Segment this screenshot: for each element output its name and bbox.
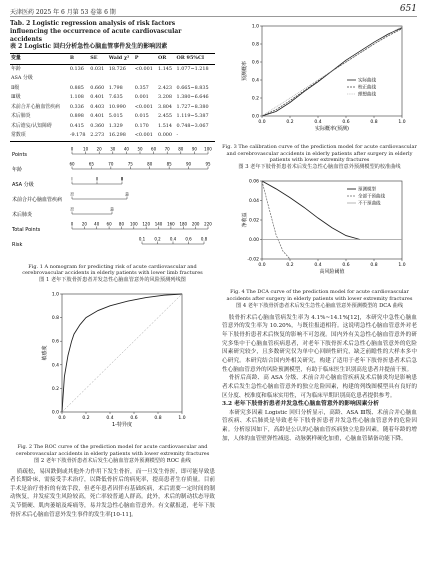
table-cell: 3.208 — [158, 94, 173, 101]
table-cell — [89, 74, 108, 83]
y-tick-label: 0.0 — [251, 114, 259, 120]
table-cell: 0.665~8.835 — [176, 84, 209, 91]
x-tick-label: 0.4 — [314, 263, 322, 269]
column-header: Wald χ² — [108, 55, 130, 62]
left-body-text — [10, 468, 215, 520]
journal-name: 天津医药 2025 年 6 月第 53 卷第 6 期 — [10, 9, 116, 16]
y-tick-label: 0.6 — [251, 60, 259, 66]
table-cell — [69, 74, 89, 83]
x-tick-label: 0.6 — [342, 120, 350, 125]
fig3-caption — [222, 144, 417, 171]
table-cell: 0.898 — [69, 113, 84, 120]
x-tick-label: 0.8 — [370, 120, 378, 125]
table-cell: 10.990 — [108, 103, 126, 110]
x-axis-label: 实际概率(预测) — [315, 126, 349, 132]
table-cell: 3.804 — [158, 103, 173, 110]
fig1-caption — [10, 264, 215, 285]
reference-diagonal — [62, 294, 182, 412]
nomogram-tick-label: 70 — [108, 161, 114, 167]
nomogram-tick-label: 40 — [123, 146, 129, 152]
nomogram-tick-label: 65 — [88, 161, 94, 167]
table-cell: 0.357 — [134, 84, 149, 91]
table-body — [10, 64, 215, 141]
paragraph: 质疏松，易因跌倒或其他外力作用下发生骨折，而一旦发生骨折，即可能导致患者长期卧床，需接受手术治疗，以降低骨折后的病死率，提高患者生存质量。目前手术是治疗骨折的有效手段，但老年患者因伴有基础疾病，术后需要一定时间的制动恢复，并发症发生风险较高，死亡率较普通人群高。此外，术后的制动状态导致关节僵硬、肌肉萎缩及疼痛等，易并发急性心脑血管意外。有文献报道，老年下肢骨折术后心脑血管意外发生事件的发生率[10-11]。 — [10, 468, 215, 518]
nomogram-tick-label: 180 — [179, 221, 188, 227]
y-tick-label: 0.6 — [51, 339, 59, 345]
nomogram-tick-label: 60 — [151, 146, 157, 152]
y-tick-label: 0.00 — [248, 238, 259, 244]
table-cell: 0.336 — [69, 103, 84, 110]
series-line — [262, 29, 402, 116]
column-header: OR 95%CI — [176, 55, 205, 62]
y-tick-label: 0.4 — [251, 78, 259, 84]
fig1-caption-cn: 图 1 老年下肢骨折患者并发急性心脑血管意外的风险预测列线图 — [39, 277, 186, 284]
fig1-caption-en: Fig. 1 A nomogram for predicting risk of acute cardiovascular and cerebrovascular accidents in elderly patients with lower limb fractures — [22, 263, 203, 277]
nomogram-tick-label: 80 — [178, 146, 184, 152]
y-tick-label: 0.02 — [248, 218, 259, 224]
table-row — [10, 112, 215, 121]
y-tick-label: -0.02 — [247, 257, 259, 263]
table-cell: 5.015 — [108, 113, 123, 120]
nomogram-tick-label: 70 — [164, 146, 170, 152]
table2-title-cn: 表 2 Logistic 回归分析急性心脑血管事件发生的影响因素 — [10, 43, 168, 51]
table-cell: 16.298 — [108, 132, 126, 139]
calibration-figure — [222, 20, 417, 138]
nomogram-tick-label: 20 — [81, 221, 87, 227]
nomogram-row-label: Risk — [12, 241, 23, 248]
table-cell: 0.000 — [158, 132, 173, 139]
table-cell: ASA 分级 — [11, 75, 33, 82]
x-axis-label: 1-特异度 — [112, 422, 132, 429]
x-tick-label: 0.8 — [154, 416, 162, 422]
x-tick-label: 1.0 — [178, 416, 186, 422]
table-cell: 18.726 — [108, 65, 126, 72]
nomogram-tick-label: 0.4 — [169, 236, 177, 242]
paragraph: 骨折后高龄、高 ASA 分级、术前合并心脑血管疾病及术后肺炎均是影响患者术后发生急性心脑血管意外的独立危险因素，构建的列线图模型具有良好的区分度、校准度和临床实用性，可为临床早期识别高危患者提供参考。 — [222, 375, 417, 399]
table-cell: 术后谵妄/认知障碍 — [11, 122, 52, 129]
table-row — [10, 122, 215, 131]
fig4-caption-cn: 图 4 老年下肢骨折患者术后发生急性心脑血管意外预测模型的 DCA 曲线 — [235, 302, 404, 309]
x-tick-label: 0.2 — [286, 263, 294, 269]
dca-figure — [222, 175, 417, 283]
x-tick-label: 1.0 — [398, 263, 406, 269]
y-tick-label: 0.2 — [251, 96, 259, 102]
y-axis-label: 预测概率 — [242, 60, 248, 82]
table-cell: <0.001 — [134, 103, 153, 110]
table-cell: 常数项 — [11, 132, 26, 139]
y-tick-label: 0.4 — [51, 363, 59, 369]
table-cell: 1.329 — [108, 122, 123, 129]
right-body-text — [222, 314, 417, 444]
table-row — [10, 64, 215, 74]
fig2-caption-cn: 图 2 老年下肢骨折患者术后发生心脑血管意外预测模型的 ROC 曲线 — [34, 457, 191, 464]
x-tick-label: 0.6 — [130, 416, 138, 422]
page-number: 651 — [399, 4, 417, 14]
nomogram-tick-label: 140 — [154, 221, 163, 227]
x-tick-label: 0.0 — [258, 120, 266, 125]
table2 — [10, 53, 215, 141]
table-cell — [157, 74, 176, 83]
table-cell: 0.015 — [134, 113, 149, 120]
nomogram-tick-label: 100 — [204, 146, 212, 152]
table-row — [10, 74, 215, 83]
x-tick-label: 0.0 — [258, 263, 266, 269]
table-row — [10, 131, 215, 141]
table-cell: 1.798 — [108, 84, 123, 91]
nomogram-tick-label: 否 — [70, 206, 74, 212]
nomogram-tick-label: 60 — [69, 161, 75, 167]
nomogram-tick-label: 是 — [125, 191, 129, 197]
y-tick-label: 1.0 — [51, 292, 59, 298]
x-tick-label: 0.0 — [58, 416, 66, 422]
right-column — [222, 20, 417, 443]
table-row — [10, 103, 215, 112]
nomogram-tick-label: 0.8 — [200, 236, 208, 242]
nomogram-tick-label: 80 — [118, 221, 125, 227]
legend-label: 校正曲线 — [358, 85, 376, 91]
legend-label: 实际曲线 — [358, 78, 376, 84]
table-cell: 1.380~6.646 — [176, 94, 209, 101]
table-cell: 术前合并心脑血管疾病 — [11, 103, 60, 110]
nomogram-figure — [10, 146, 215, 258]
table-cell: 1.077~1.218 — [176, 65, 209, 72]
fig2-caption — [10, 444, 215, 465]
fig3-caption-cn: 图 3 老年下肢骨折患者术后发生急性心脑血管意外预测模型的校准曲线 — [238, 164, 401, 171]
nomogram-tick-label: 90 — [191, 146, 197, 152]
y-tick-label: 0.8 — [51, 316, 59, 322]
paragraph: 肢骨折术后心脑血管病发生率为 4.1%~14.1%[12]，本研究中急性心脑血管意外的发生率为 10.20%，与既往报道相符。这说明急性心脑血管意外对老年下肢骨折患者术后恢复的影响不可忽视。国内外有关急性心脑血管意外的研究多集中于心脑血管疾病患者，对老年下肢骨折术后急性心脑血管意外的危险因素研究较少，且多数研究仅为单中心回顾性研究，缺乏前瞻性的大样本多中心研究。本研究结合国内外相关研究，构建了适用于老年下肢骨折患者术后急性心脑血管意外的风险预测模型，有助于临床医生识别高危患者并提前干预。 — [222, 314, 417, 373]
nomogram-tick-label: 10 — [83, 146, 89, 152]
y-tick-label: 0.2 — [51, 386, 59, 392]
roc-figure — [10, 288, 215, 438]
paragraph: 本研究多因素 Logistic 回归分析显示，高龄、ASA Ⅲ级、术前合并心脑血管疾病、术后肺炎是导致老年下肢骨折患者并发急性心脑血管意外的危险因素。分析原因如下，高龄是公认的心脑血管疾病独立危险因素，随着年龄的增加，人体的血管壁弹性减退、动脉粥样硬化加重，心脑血管储备功能下降。 — [222, 409, 417, 442]
y-tick-label: 1.0 — [251, 24, 259, 30]
legend-label: 全部干预曲线 — [358, 194, 385, 200]
table-cell: 年龄 — [11, 65, 21, 72]
table-cell: 7.635 — [108, 94, 123, 101]
nomogram-tick-label: 0.2 — [154, 236, 161, 242]
table-cell: Ⅲ级 — [11, 94, 21, 101]
x-tick-label: 0.2 — [82, 416, 90, 422]
nomogram-tick-label: 160 — [167, 221, 175, 227]
column-header: B — [69, 55, 74, 62]
nomogram-row-label: 年龄 — [12, 166, 23, 173]
table-cell: 2.273 — [90, 132, 105, 139]
nomogram-tick-label: 95 — [205, 161, 211, 167]
nomogram-tick-label: 220 — [204, 221, 212, 227]
nomogram-tick-label: Ⅲ — [120, 176, 124, 182]
table-cell: 2.455 — [158, 113, 173, 120]
nomogram-tick-label: 0.1 — [138, 236, 146, 242]
nomogram-tick-label: 200 — [191, 221, 200, 227]
nomogram-row-label: Points — [12, 151, 28, 158]
x-tick-label: 0.4 — [106, 416, 114, 422]
table-cell: 1.108 — [69, 94, 84, 101]
nomogram-row-label: 术前合并心脑血管疾病 — [12, 196, 63, 203]
nomogram-tick-label: 85 — [166, 161, 172, 167]
table-cell: 2.423 — [158, 84, 173, 91]
table-row — [10, 84, 215, 93]
x-tick-label: 0.8 — [370, 263, 378, 269]
series-line — [262, 28, 402, 116]
table-cell: 0.401 — [90, 113, 105, 120]
nomogram-row-label: ASA 分级 — [12, 181, 34, 188]
y-tick-label: 0.0 — [51, 410, 59, 416]
y-axis-label: 敏感度 — [42, 345, 48, 361]
table-cell: 0.748~3.067 — [176, 122, 209, 129]
nomogram-tick-label: 100 — [129, 221, 138, 227]
nomogram-tick-label: 75 — [127, 161, 133, 167]
table-cell — [108, 74, 134, 83]
table-cell: 0.401 — [90, 94, 105, 101]
column-header: OR — [158, 55, 167, 62]
table-cell: 0.660 — [90, 84, 105, 91]
table2-title-en: Tab. 2 Logistic regression analysis of risk factors influencing the occurrence of acute cardiovascular accidents — [10, 20, 182, 43]
nomogram-tick-label: 否 — [70, 191, 74, 197]
legend-label: 预测模型 — [358, 187, 376, 193]
table-cell: -9.178 — [69, 132, 86, 139]
column-header: 变量 — [11, 55, 21, 62]
table-cell: 0.001 — [134, 94, 149, 101]
nomogram-tick-label: 20 — [96, 146, 102, 152]
table-cell: 0.403 — [90, 103, 105, 110]
table-cell — [176, 74, 215, 83]
table-cell: 1.145 — [158, 65, 173, 72]
legend-label: 不干预曲线 — [358, 201, 381, 207]
table-cell: Ⅱ级 — [11, 84, 20, 91]
legend-label: 理想曲线 — [358, 92, 376, 98]
section-heading: 3.2 老年下肢骨折患者并发急性心脑血管意外的影响因素分析 — [222, 401, 380, 408]
nomogram-tick-label: 是 — [110, 206, 114, 212]
y-axis-label: 净收益 — [242, 212, 248, 228]
nomogram-tick-label: 40 — [94, 221, 100, 227]
column-header: SE — [90, 55, 98, 62]
table-cell: 0.170 — [134, 122, 149, 129]
left-column — [10, 20, 215, 519]
table-cell: - — [176, 132, 179, 139]
fig4-caption — [222, 289, 417, 310]
fig3-caption-en: Fig. 3 The calibration curve of the prediction model for acute cardiovascular and cerebrovascular accidents in elderly patients after surgery in elderly patients with lower extremity fractures — [222, 143, 417, 164]
table-cell: 1.119~5.387 — [176, 113, 209, 120]
column-header: P — [134, 55, 139, 62]
table-cell: <0.001 — [134, 65, 153, 72]
nomogram-tick-label: 0.6 — [185, 236, 192, 242]
fig4-caption-en: Fig. 4 The DCA curve of the prediction model for acute cardiovascular accidents after surgery in elderly patients with lower extremity fractures — [226, 289, 413, 302]
page-header — [10, 4, 417, 17]
table-cell: 0.136 — [69, 65, 84, 72]
nomogram-tick-label: 0 — [70, 221, 74, 227]
table-header-row — [10, 54, 215, 64]
table-cell: 1.727~8.380 — [176, 103, 209, 110]
series-line — [262, 181, 290, 259]
x-axis-label: 高风险阈值 — [319, 269, 345, 276]
y-tick-label: 0.8 — [251, 42, 259, 48]
nomogram-row-label: 术后肺炎 — [12, 211, 33, 218]
table-row — [10, 93, 215, 102]
nomogram-tick-label: 0 — [70, 146, 74, 152]
nomogram-tick-label: 80 — [147, 161, 153, 167]
nomogram-tick-label: Ⅰ — [71, 176, 73, 182]
nomogram-tick-label: 90 — [186, 161, 192, 167]
table-cell: 0.031 — [90, 65, 105, 72]
fig2-caption-en: Fig. 2 The ROC curve of the prediction model for acute cardiovascular and cerebrovascular accidents in elderly patients with lower extremity fractures — [15, 444, 210, 457]
series-line — [262, 181, 360, 240]
table-cell: 术后肺炎 — [11, 113, 31, 120]
table-cell — [134, 74, 157, 83]
nomogram-tick-label: 50 — [137, 146, 143, 152]
y-tick-label: 0.06 — [248, 179, 259, 185]
nomogram-row-label: Total Points — [12, 226, 41, 233]
x-tick-label: 1.0 — [398, 120, 406, 125]
table-cell: <0.001 — [134, 132, 153, 139]
table-cell: 0.360 — [90, 122, 105, 129]
nomogram-tick-label: 60 — [106, 221, 112, 227]
x-tick-label: 0.2 — [286, 120, 294, 125]
nomogram-tick-label: 30 — [110, 146, 116, 152]
table-cell: 0.885 — [69, 84, 84, 91]
nomogram-tick-label: Ⅱ — [96, 176, 98, 182]
table-cell: 0.415 — [69, 122, 84, 129]
y-tick-label: 0.04 — [248, 199, 259, 205]
x-tick-label: 0.6 — [342, 263, 350, 269]
table-cell: 1.514 — [158, 122, 173, 129]
x-tick-label: 0.4 — [314, 120, 322, 125]
nomogram-tick-label: 120 — [142, 221, 151, 227]
